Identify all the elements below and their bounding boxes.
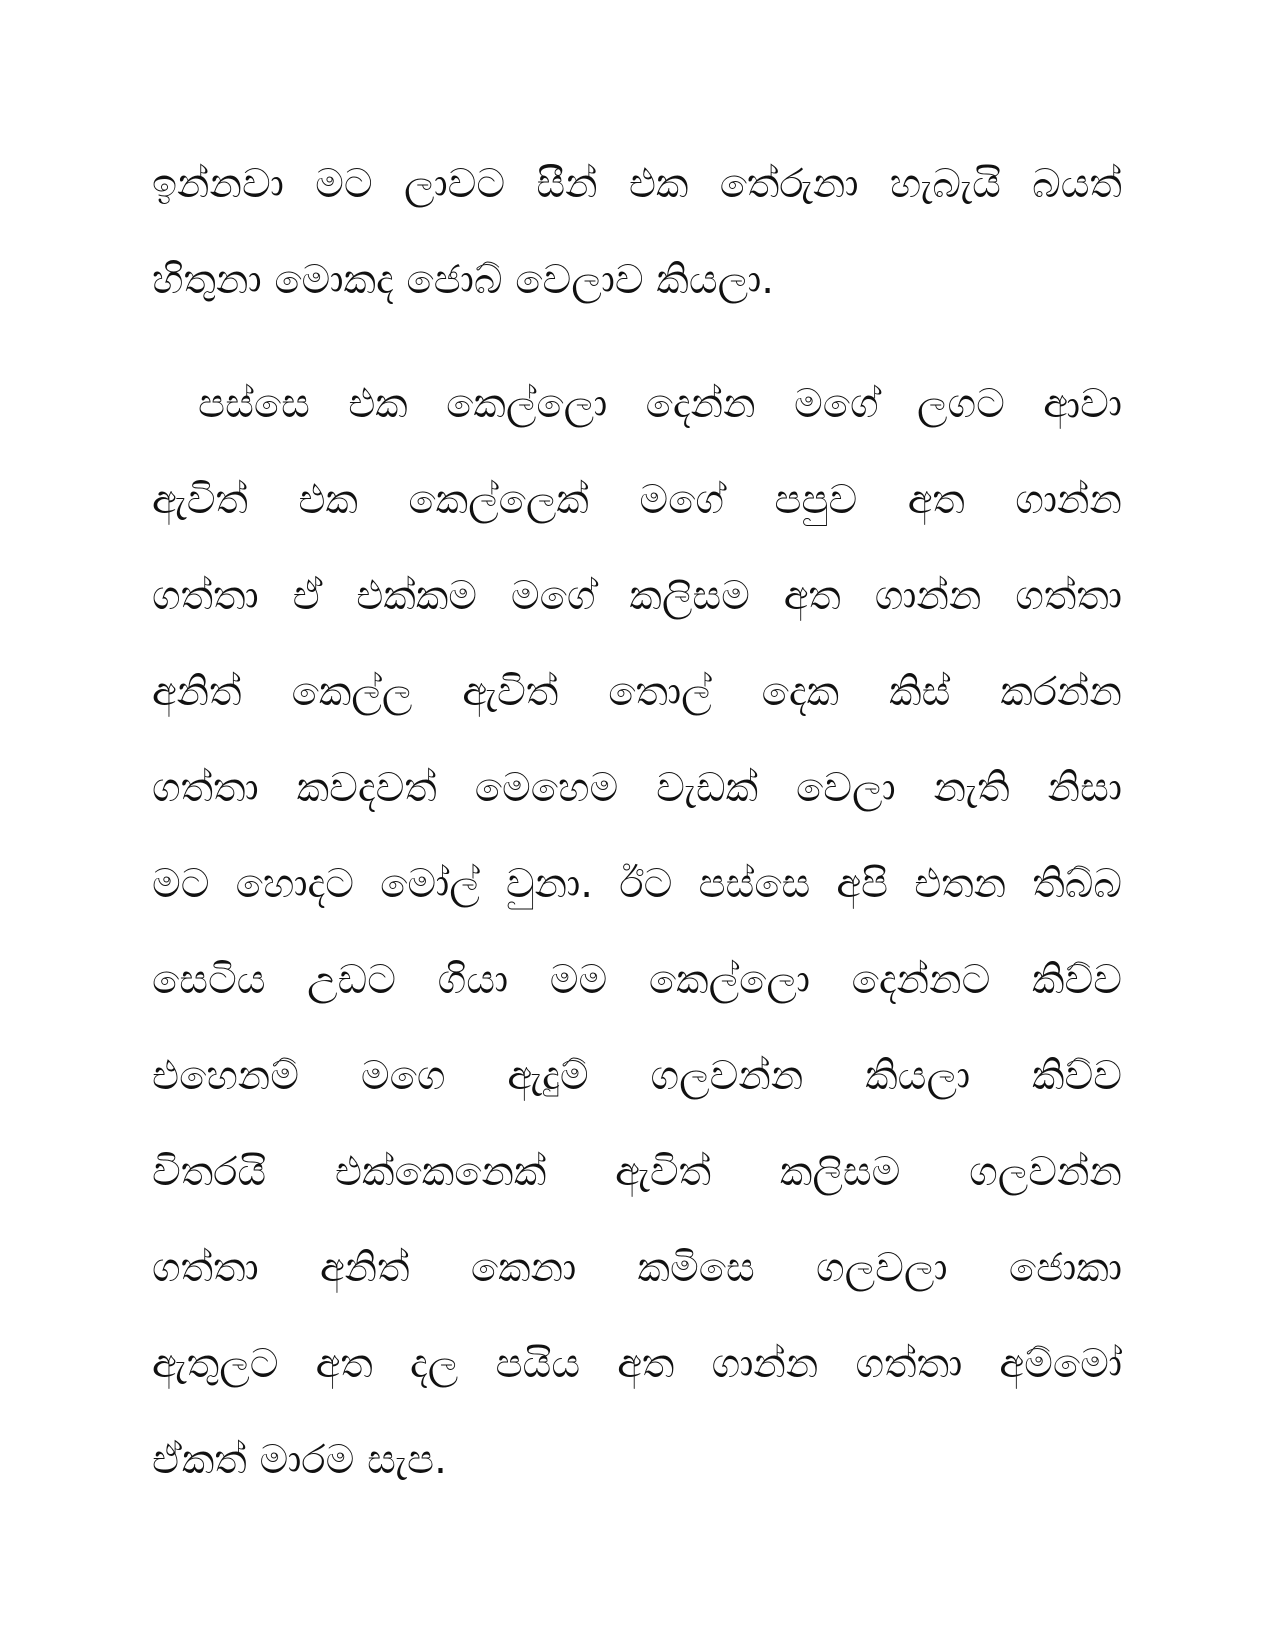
text-line: අනිත් කෙල්ල ඇවිත් තොල් දෙක කිස් කරන්න bbox=[152, 669, 1122, 715]
text-line: හිතුනා මොකද ජොබ් වෙලාව කියලා. bbox=[152, 257, 775, 303]
text-line: විතරයි එක්කෙනෙක් ඇවිත් කලිසම ගලවන්න bbox=[152, 1149, 1122, 1195]
text-line: ඇවිත් එක කෙල්ලෙක් මගේ පපුව අත ගාන්න bbox=[152, 477, 1122, 523]
text-line: මට හොදට මෝල් වුනා. ඊට පස්සෙ අපි එතන තිබ්බ bbox=[152, 861, 1122, 907]
text-line: ඒකත් මාරම සැප. bbox=[152, 1437, 447, 1483]
text-line: සෙටිය උඩට ගියා මම කෙල්ලො දෙන්නට කිව්ව bbox=[152, 957, 1122, 1003]
paragraph bbox=[152, 136, 1122, 328]
text-line: පස්සෙ එක කෙල්ලො දෙන්න මගේ ලගට ආවා bbox=[198, 381, 1122, 427]
text-line: ගත්තා අනිත් කෙනා කමිසෙ ගලවලා ජොකා bbox=[152, 1245, 1122, 1291]
body-text bbox=[152, 136, 1122, 1508]
text-line: ගත්තා ඒ එක්කම මගේ කලිසම අත ගාන්න ගත්තා bbox=[152, 573, 1122, 619]
paragraph bbox=[152, 356, 1122, 1508]
text-line: ඉන්නවා මට ලාවට සීන් එක තේරුනා හැබැයි බයත් bbox=[152, 161, 1122, 207]
text-line: ඇතුලට අත දල පයිය අත ගාන්න ගත්තා අම්මෝ bbox=[152, 1341, 1122, 1387]
text-line: ගත්තා කවදවත් මෙහෙම වැඩක් වෙලා නැති නිසා bbox=[152, 765, 1122, 811]
text-line: එහෙනම් මගෙ ඇදුම් ගලවන්න කියලා කිව්ව bbox=[152, 1053, 1122, 1099]
paragraph-gap bbox=[152, 328, 1122, 356]
